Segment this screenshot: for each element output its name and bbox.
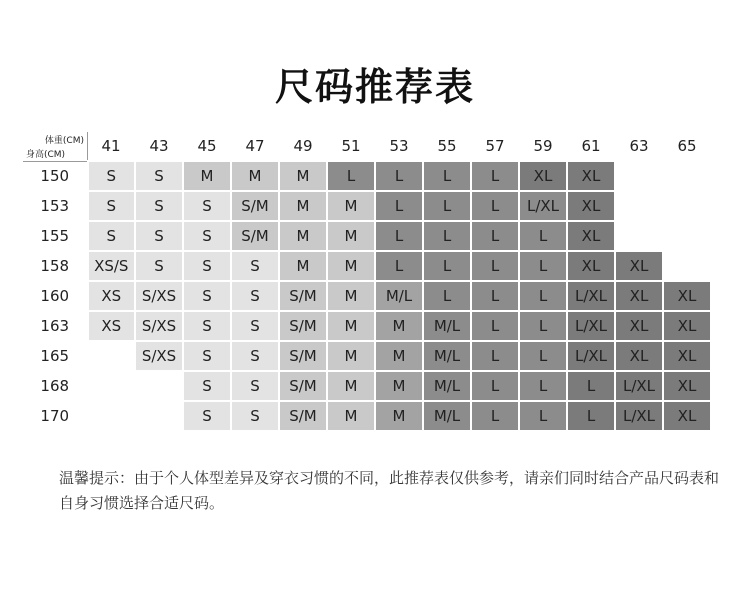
size-cell: XL bbox=[519, 161, 567, 191]
height-header-cell: 150 bbox=[22, 161, 88, 191]
weight-header-cell: 43 bbox=[135, 131, 183, 161]
size-cell: L bbox=[471, 371, 519, 401]
size-cell: L bbox=[423, 251, 471, 281]
height-header-cell: 155 bbox=[22, 221, 88, 251]
height-header-cell: 153 bbox=[22, 191, 88, 221]
size-cell bbox=[615, 161, 663, 191]
size-cell: L bbox=[519, 341, 567, 371]
weight-header-cell: 51 bbox=[327, 131, 375, 161]
size-cell: XS/S bbox=[88, 251, 136, 281]
size-cell: M/L bbox=[423, 311, 471, 341]
size-cell: S/XS bbox=[135, 311, 183, 341]
size-cell: XL bbox=[567, 251, 615, 281]
size-cell: XS bbox=[88, 281, 136, 311]
size-cell: S/M bbox=[279, 401, 327, 431]
table-row bbox=[22, 341, 711, 371]
weight-header-row bbox=[22, 131, 711, 161]
size-cell: M bbox=[375, 401, 423, 431]
size-cell bbox=[135, 401, 183, 431]
size-cell: S/M bbox=[279, 281, 327, 311]
size-cell: M/L bbox=[423, 401, 471, 431]
weight-header-cell: 55 bbox=[423, 131, 471, 161]
size-cell: S bbox=[135, 191, 183, 221]
size-cell: S bbox=[231, 401, 279, 431]
size-cell: S bbox=[135, 161, 183, 191]
size-cell: M/L bbox=[423, 371, 471, 401]
size-cell: XL bbox=[567, 161, 615, 191]
size-cell: S bbox=[183, 251, 231, 281]
size-cell bbox=[663, 191, 711, 221]
table-row bbox=[22, 281, 711, 311]
size-cell: XL bbox=[615, 251, 663, 281]
size-cell: XL bbox=[615, 341, 663, 371]
size-cell: S bbox=[183, 191, 231, 221]
size-recommendation-table bbox=[21, 130, 712, 432]
size-cell: L bbox=[567, 401, 615, 431]
size-cell: S bbox=[231, 251, 279, 281]
height-header-cell: 158 bbox=[22, 251, 88, 281]
size-cell: L bbox=[375, 191, 423, 221]
size-cell: S bbox=[88, 161, 136, 191]
size-cell: L bbox=[519, 221, 567, 251]
size-cell: L bbox=[327, 161, 375, 191]
size-cell bbox=[615, 221, 663, 251]
size-cell: M bbox=[327, 401, 375, 431]
size-cell: S/XS bbox=[135, 281, 183, 311]
size-cell: L/XL bbox=[567, 311, 615, 341]
size-cell: M bbox=[183, 161, 231, 191]
size-cell: L bbox=[519, 281, 567, 311]
size-cell bbox=[663, 221, 711, 251]
size-cell: S bbox=[88, 191, 136, 221]
size-cell: M bbox=[375, 341, 423, 371]
size-cell: L bbox=[375, 221, 423, 251]
size-cell: M/L bbox=[375, 281, 423, 311]
size-cell: L bbox=[471, 401, 519, 431]
size-cell: L bbox=[567, 371, 615, 401]
height-header-cell: 160 bbox=[22, 281, 88, 311]
size-cell: L bbox=[375, 161, 423, 191]
size-cell: XL bbox=[567, 221, 615, 251]
size-cell: XL bbox=[663, 311, 711, 341]
table-row bbox=[22, 161, 711, 191]
size-cell: XL bbox=[663, 401, 711, 431]
size-cell: S/M bbox=[231, 191, 279, 221]
size-cell: S bbox=[183, 281, 231, 311]
weight-header-cell: 63 bbox=[615, 131, 663, 161]
weight-header-cell: 61 bbox=[567, 131, 615, 161]
size-cell: M bbox=[279, 221, 327, 251]
size-cell: L/XL bbox=[519, 191, 567, 221]
size-cell: L bbox=[471, 161, 519, 191]
table-row bbox=[22, 221, 711, 251]
size-cell: S/XS bbox=[135, 341, 183, 371]
size-cell: S bbox=[231, 371, 279, 401]
weight-header-cell: 65 bbox=[663, 131, 711, 161]
size-cell: L bbox=[423, 281, 471, 311]
size-cell: L bbox=[519, 311, 567, 341]
size-cell: M/L bbox=[423, 341, 471, 371]
size-cell: S bbox=[183, 401, 231, 431]
size-cell: M bbox=[279, 251, 327, 281]
size-cell: L bbox=[375, 251, 423, 281]
size-cell: M bbox=[327, 191, 375, 221]
size-cell bbox=[88, 401, 136, 431]
size-cell: S bbox=[183, 221, 231, 251]
size-cell: S bbox=[231, 341, 279, 371]
size-cell: L/XL bbox=[615, 401, 663, 431]
size-cell: M bbox=[327, 221, 375, 251]
table-row bbox=[22, 191, 711, 221]
size-cell: L bbox=[423, 191, 471, 221]
height-header-cell: 168 bbox=[22, 371, 88, 401]
size-cell: L bbox=[471, 221, 519, 251]
weight-header-cell: 59 bbox=[519, 131, 567, 161]
size-cell: S bbox=[183, 311, 231, 341]
weight-header-cell: 49 bbox=[279, 131, 327, 161]
size-cell: S bbox=[135, 251, 183, 281]
size-cell: L bbox=[471, 191, 519, 221]
size-cell: S bbox=[231, 281, 279, 311]
size-cell: S bbox=[135, 221, 183, 251]
size-cell: S/M bbox=[279, 341, 327, 371]
weight-header-cell: 53 bbox=[375, 131, 423, 161]
size-cell: M bbox=[279, 191, 327, 221]
size-cell: S/M bbox=[231, 221, 279, 251]
size-cell: L bbox=[471, 251, 519, 281]
size-note: 温馨提示：由于个人体型差异及穿衣习惯的不同，此推荐表仅供参考，请亲们同时结合产品尺码表和自身习惯选择合适尺码。 bbox=[59, 469, 720, 512]
table-row bbox=[22, 401, 711, 431]
size-cell: XL bbox=[663, 341, 711, 371]
size-cell: S bbox=[88, 221, 136, 251]
size-cell bbox=[88, 341, 136, 371]
size-cell: L bbox=[519, 401, 567, 431]
height-header-cell: 165 bbox=[22, 341, 88, 371]
weight-header-cell: 47 bbox=[231, 131, 279, 161]
size-cell: M bbox=[375, 311, 423, 341]
size-cell: M bbox=[231, 161, 279, 191]
size-cell: XL bbox=[615, 311, 663, 341]
size-cell: M bbox=[279, 161, 327, 191]
table-corner bbox=[22, 131, 88, 161]
size-cell: S/M bbox=[279, 371, 327, 401]
weight-header-cell: 57 bbox=[471, 131, 519, 161]
size-cell: L bbox=[519, 371, 567, 401]
size-cell bbox=[663, 161, 711, 191]
weight-header-cell: 45 bbox=[183, 131, 231, 161]
size-cell: M bbox=[327, 341, 375, 371]
size-cell: M bbox=[375, 371, 423, 401]
size-cell: L/XL bbox=[567, 341, 615, 371]
size-cell: M bbox=[327, 311, 375, 341]
size-cell bbox=[663, 251, 711, 281]
size-cell: S bbox=[183, 341, 231, 371]
size-cell: XL bbox=[615, 281, 663, 311]
height-header-cell: 163 bbox=[22, 311, 88, 341]
size-cell: XL bbox=[663, 281, 711, 311]
size-cell: L bbox=[471, 341, 519, 371]
size-cell: L bbox=[471, 311, 519, 341]
size-cell: L bbox=[519, 251, 567, 281]
size-cell bbox=[88, 371, 136, 401]
page-title: 尺码推荐表 bbox=[274, 65, 475, 109]
size-cell: L/XL bbox=[567, 281, 615, 311]
size-cell: S/M bbox=[279, 311, 327, 341]
size-cell: S bbox=[183, 371, 231, 401]
size-cell bbox=[135, 371, 183, 401]
height-axis-label: 身高(CM) bbox=[26, 149, 66, 160]
size-cell: M bbox=[327, 371, 375, 401]
size-cell: L bbox=[471, 281, 519, 311]
weight-axis-label: 体重(CM) bbox=[44, 136, 84, 146]
size-cell: M bbox=[327, 281, 375, 311]
size-cell: XL bbox=[663, 371, 711, 401]
size-cell: XL bbox=[567, 191, 615, 221]
size-cell: L bbox=[423, 161, 471, 191]
size-cell: L bbox=[423, 221, 471, 251]
size-cell bbox=[615, 191, 663, 221]
size-cell: M bbox=[327, 251, 375, 281]
table-row bbox=[22, 371, 711, 401]
size-cell: L/XL bbox=[615, 371, 663, 401]
table-row bbox=[22, 311, 711, 341]
size-cell: S bbox=[231, 311, 279, 341]
size-cell: XS bbox=[88, 311, 136, 341]
weight-header-cell: 41 bbox=[88, 131, 136, 161]
height-header-cell: 170 bbox=[22, 401, 88, 431]
table-row bbox=[22, 251, 711, 281]
